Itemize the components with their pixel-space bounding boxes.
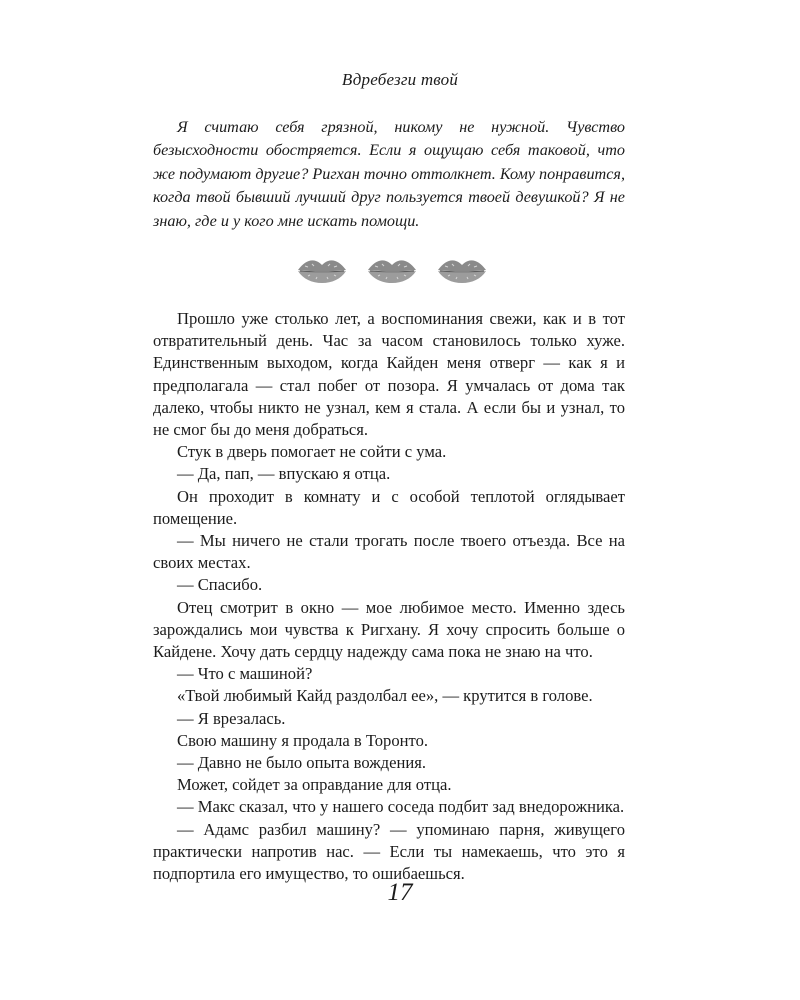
lips-icon xyxy=(296,256,348,286)
section-separator xyxy=(296,254,496,288)
paragraph: — Что с машиной? xyxy=(177,664,313,684)
paragraph: — Спасибо. xyxy=(177,575,263,595)
paragraph: — Мы ничего не стали трогать после твоего отъезда. Все на своих местах. xyxy=(153,531,625,573)
page-number: 17 xyxy=(387,879,413,906)
running-head: Вдребезги твой xyxy=(341,70,459,89)
paragraph: Может, сойдет за оправдание для отца. xyxy=(177,775,452,795)
epigraph-paragraph: Я считаю себя грязной, никому не нужной. Чувство безысходности обостряется. Если я ощущаю себя таковой, что же подумают другие? Ригхан точно оттолкнет. Кому понравится, когда твой бывший лучший друг пользуется твоей девушкой? Я не знаю, где и у кого мне искать помощи. xyxy=(153,118,625,230)
paragraph: — Адамс разбил машину? — упоминаю парня, живущего практически напротив нас. — Если ты намекаешь, что это я подпортила его имущество, то ошибаешься. xyxy=(153,819,625,884)
paragraph: Прошло уже столько лет, а воспоминания свежи, как и в тот отвратительный день. Час за часом становилось только хуже. Единственным выходом, когда Кайден меня отверг — как я и предполагала — стал побег от позора. Я умчалась от дома так далеко, чтобы никто не узнал, кем я стала. А если бы и узнал, то не смог бы до меня добраться. xyxy=(153,309,625,440)
lips-icon xyxy=(436,256,488,286)
paragraph: — Давно не было опыта вождения. xyxy=(177,753,427,773)
paragraph: Он проходит в комнату и с особой теплотой оглядывает помещение. xyxy=(153,486,625,528)
body-text xyxy=(153,308,625,885)
epigraph xyxy=(153,116,625,233)
paragraph: «Твой любимый Кайд раздолбал ее», — крутится в голове. xyxy=(177,686,593,706)
paragraph: — Я врезалась. xyxy=(177,708,286,728)
paragraph: — Макс сказал, что у нашего соседа подбит зад внедорожника. xyxy=(177,797,625,817)
paragraph: Стук в дверь помогает не сойти с ума. xyxy=(177,442,447,462)
paragraph: — Да, пап, — впускаю я отца. xyxy=(177,464,391,484)
lips-icon xyxy=(366,256,418,286)
paragraph: Отец смотрит в окно — мое любимое место. Именно здесь зарождались мои чувства к Ригхану. Я хочу спросить больше о Кайдене. Хочу дать сердцу надежду сама пока не знаю на что. xyxy=(153,597,625,662)
paragraph: Свою машину я продала в Торонто. xyxy=(177,730,429,750)
